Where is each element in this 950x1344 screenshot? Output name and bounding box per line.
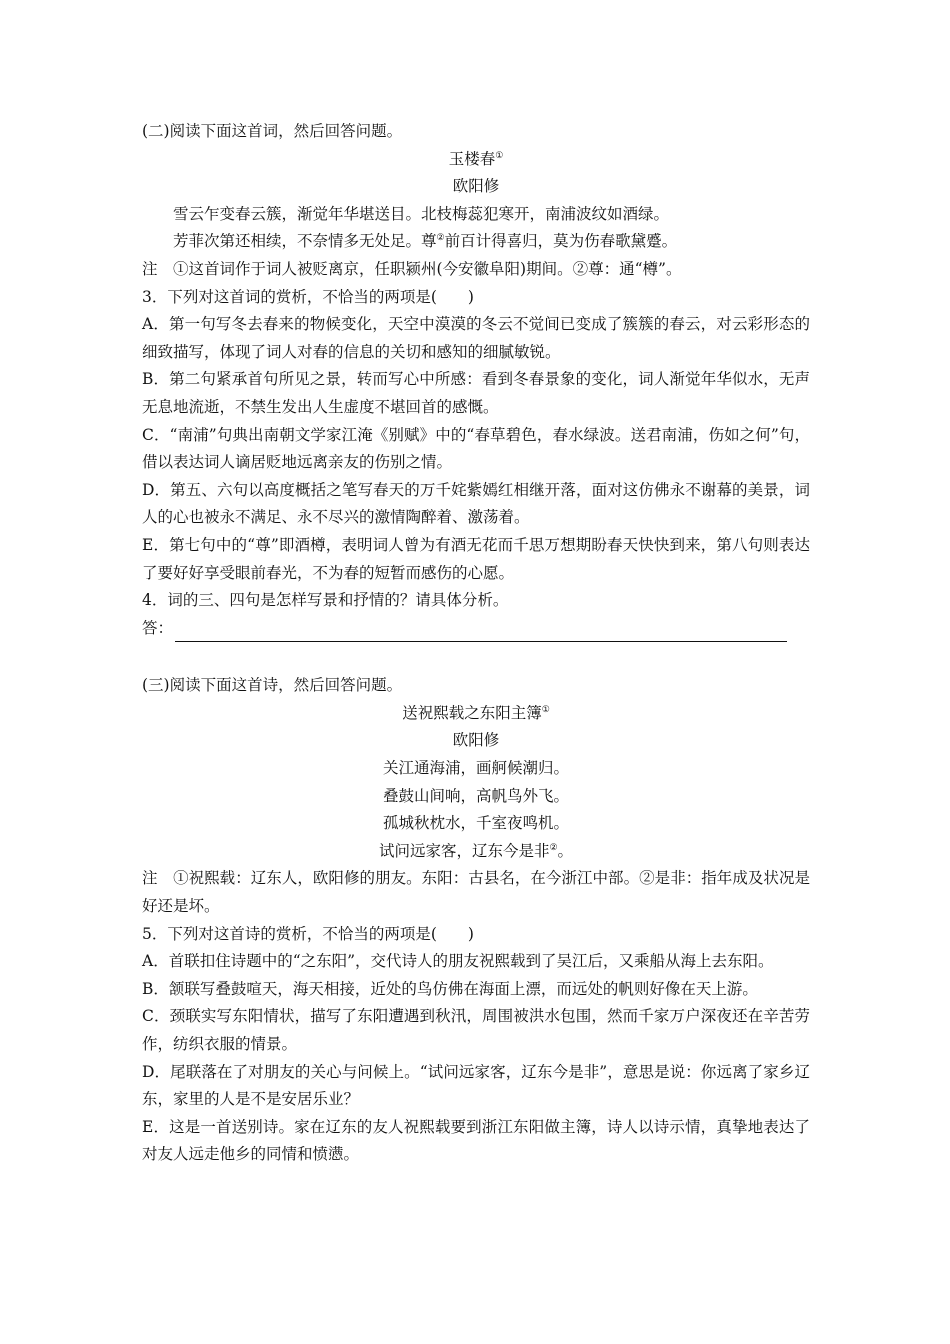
poem2-line-4-end: 。 xyxy=(557,841,574,860)
poem2-title-line xyxy=(142,700,810,728)
poem2-title-note: ① xyxy=(541,704,550,715)
question-5: 5．下列对这首诗的赏析，不恰当的两项是( ) xyxy=(142,924,474,943)
q5-option-b: B．颔联写叠鼓喧天，海天相接，近处的鸟仿佛在海面上漂，而远处的帆则好像在天上游。 xyxy=(142,979,758,998)
q5-option-e: E．这是一首送别诗。家在辽东的友人祝熙载要到浙江东阳做主簿，诗人以诗示情，真挚地表达了对友人远走他乡的同情和愤懑。 xyxy=(142,1117,810,1164)
poem2-author: 欧阳修 xyxy=(452,731,500,750)
poem1-note: 注 ①这首词作于词人被贬离京，任职颍州(今安徽阜阳)期间。②尊：通“樽”。 xyxy=(142,259,682,278)
poem1-title-line xyxy=(142,146,810,174)
q5-option-a: A．首联扣住诗题中的“之东阳”，交代诗人的朋友祝熙载到了吴江后，又乘船从海上去东阳。 xyxy=(142,952,774,971)
poem1-verse1: 雪云乍变春云簇，渐觉年华堪送目。北枝梅蕊犯寒开，南浦波纹如酒绿。 xyxy=(173,204,670,223)
poem2-note: 注 ①祝熙载：辽东人，欧阳修的朋友。东阳：古县名，在今浙江中部。②是非：指年成及状况是好还是坏。 xyxy=(142,869,810,916)
question-3: 3．下列对这首词的赏析，不恰当的两项是( ) xyxy=(142,287,474,306)
q3-option-b: B．第二句紧承首句所见之景，转而写心中所感：看到冬春景象的变化，词人渐觉年华似水，无声无息地流逝，不禁生发出人生虚度不堪回首的感慨。 xyxy=(142,370,810,416)
page-content xyxy=(142,118,810,1169)
answer-blank-line[interactable] xyxy=(175,621,787,642)
poem2-line-4-text: 试问远家客，辽东今是非 xyxy=(378,841,550,860)
poem1-verse2 xyxy=(142,228,810,256)
q5-option-d: D．尾联落在了对朋友的关心与问候上。“试问远家客，辽东今是非”，意思是说：你远离了家乡辽东，家里的人是不是安居乐业？ xyxy=(142,1062,810,1109)
answer-row xyxy=(142,615,810,643)
poem1-title: 玉楼春 xyxy=(448,149,496,168)
section2-intro: (二)阅读下面这首词，然后回答问题。 xyxy=(142,122,403,140)
poem2-line-1: 关江通海浦，画舸候潮归。 xyxy=(382,759,569,778)
poem2-line-4 xyxy=(142,838,810,866)
question-4: 4．词的三、四句是怎样写景和抒情的？请具体分析。 xyxy=(142,591,509,610)
poem2-line-4-note: ② xyxy=(549,842,558,853)
poem1-title-note: ① xyxy=(495,150,504,161)
q3-option-e: E．第七句中的“尊”即酒樽，表明词人曾为有酒无花而千思万想期盼春天快快到来，第八句则表达了要好好享受眼前春光，不为春的短暂而感伤的心愿。 xyxy=(142,535,810,582)
section3-intro: (三)阅读下面这首诗，然后回答问题。 xyxy=(142,676,403,695)
poem1-verse2-part1: 芳菲次第还相续，不奈情多无处足。尊 xyxy=(173,232,437,251)
poem2-line-2: 叠鼓山间响，高帆鸟外飞。 xyxy=(382,786,569,805)
poem1-author: 欧阳修 xyxy=(452,177,500,196)
answer-label: 答： xyxy=(142,618,174,637)
q3-option-d: D．第五、六句以高度概括之笔写春天的万千姹紫嫣红相继开落，面对这仿佛永不谢幕的美景，词人的心也被永不满足、永不尽兴的激情陶醉着、激荡着。 xyxy=(142,480,810,527)
q3-option-c: C．“南浦”句典出南朝文学家江淹《别赋》中的“春草碧色，春水绿波。送君南浦，伤如之何”句，借以表达词人谪居贬地远离亲友的伤别之情。 xyxy=(142,425,810,472)
poem1-verse2-part2: 前百计得喜归，莫为伤春歌黛蹙。 xyxy=(444,232,678,251)
q3-option-a: A．第一句写冬去春来的物候变化，天空中漠漠的冬云不觉间已变成了簇簇的春云，对云彩形态的细致描写，体现了词人对春的信息的关切和感知的细腻敏锐。 xyxy=(142,315,810,361)
poem2-title: 送祝熙载之东阳主簿 xyxy=(402,703,542,722)
poem2-line-3: 孤城秋枕水，千室夜鸣机。 xyxy=(382,814,569,833)
section-gap xyxy=(142,642,810,672)
poem1-verse2-note: ② xyxy=(436,233,445,244)
q5-option-c: C．颈联实写东阳情状，描写了东阳遭遇到秋汛，周围被洪水包围，然而千家万户深夜还在辛苦劳作，纺织衣服的情景。 xyxy=(142,1007,810,1053)
